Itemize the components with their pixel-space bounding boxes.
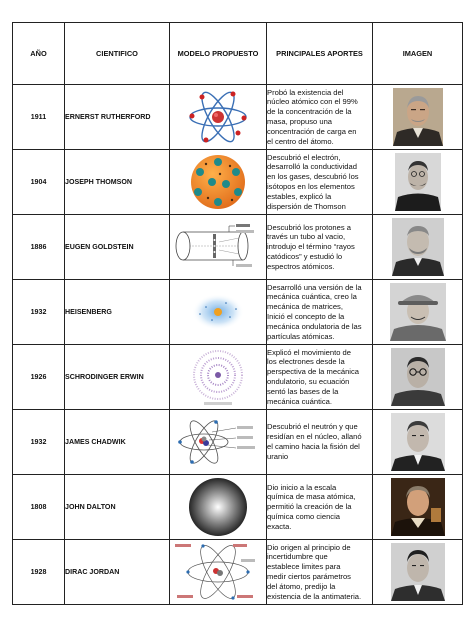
year-cell: 1911 <box>13 85 65 150</box>
contribution-line: Explicó el movimiento de <box>267 347 351 357</box>
contribution-line: Descubrió el electrón, <box>267 152 341 162</box>
contributions-cell <box>267 150 373 215</box>
year-cell: 1904 <box>13 150 65 215</box>
image-cell <box>373 215 463 280</box>
image-cell <box>373 540 463 605</box>
image-cell <box>373 85 463 150</box>
contribution-line: través un tubo al vacio, <box>267 232 346 242</box>
scientist-cell: JOHN DALTON <box>65 475 170 540</box>
header-contributions: PRINCIPALES APORTES <box>267 23 373 85</box>
contributions-cell <box>267 345 373 410</box>
electron-cloud-icon <box>186 287 250 337</box>
solid-sphere-icon <box>186 476 250 538</box>
goldstein-portrait-icon <box>392 218 444 276</box>
contribution-line: Descubrió los protones a <box>267 222 351 232</box>
chadwick-portrait-icon <box>391 413 445 471</box>
model-cell <box>170 85 267 150</box>
model-cell <box>170 150 267 215</box>
contribution-line: Desarrolló una versión de la <box>267 282 362 292</box>
contribution-line: desarrolló la conductividad <box>267 162 357 172</box>
scientist-cell: SCHRODINGER ERWIN <box>65 345 170 410</box>
contribution-line: medir ciertos parámetros <box>267 572 351 581</box>
contribution-line: el camino hacia la fisión del <box>267 442 360 451</box>
contribution-line: los electrones desde la <box>267 357 345 367</box>
scientists-table <box>12 22 463 605</box>
image-cell <box>373 345 463 410</box>
table-row <box>13 475 463 540</box>
year-cell: 1808 <box>13 475 65 540</box>
header-image: IMAGEN <box>373 23 463 85</box>
contribution-line: Descubrió el neutrón y que <box>267 422 358 432</box>
table-row <box>13 85 463 150</box>
table-row <box>13 540 463 605</box>
table-row <box>13 280 463 345</box>
scientist-cell: JOSEPH THOMSON <box>65 150 170 215</box>
header-scientist: CIENTIFICO <box>65 23 170 85</box>
model-cell <box>170 475 267 540</box>
image-cell <box>373 475 463 540</box>
contribution-line: ondulatorio, su ecuación <box>267 377 350 386</box>
contribution-line: mecánica de matrices, <box>267 302 343 312</box>
dalton-portrait-icon <box>391 478 445 536</box>
scientist-cell: ERNERST RUTHERFORD <box>65 85 170 150</box>
contribution-line: sentó las bases de la <box>267 386 339 396</box>
header-year: AÑO <box>13 23 65 85</box>
contribution-line: química de masa atómica, <box>267 492 356 502</box>
contribution-line: existencia de la antimateria. <box>267 591 362 601</box>
contribution-line: química como ciencia <box>267 511 341 521</box>
contribution-line: dispersión de Thomson <box>267 201 346 211</box>
cathode-ray-tube-icon <box>173 222 263 272</box>
heisenberg-portrait-icon <box>390 283 446 341</box>
model-cell <box>170 410 267 475</box>
header-model: MODELO PROPUESTO <box>170 23 267 85</box>
year-cell: 1932 <box>13 280 65 345</box>
scientist-cell: EUGEN GOLDSTEIN <box>65 215 170 280</box>
contribution-line: residían en el núcleo, allanó <box>267 432 362 442</box>
plum-pudding-atom-icon <box>186 152 250 212</box>
contribution-line: introdujo el término “rayos <box>267 242 355 252</box>
contribution-line: del átomo, predijo la <box>267 581 336 591</box>
table-row <box>13 410 463 475</box>
neutron-atom-icon <box>176 414 260 470</box>
dirac-portrait-icon <box>391 543 445 601</box>
contribution-line: concentración de carga en <box>267 126 357 136</box>
contribution-line: en los gases, descubrió los <box>267 172 359 182</box>
year-cell: 1932 <box>13 410 65 475</box>
header-row <box>13 23 463 85</box>
contribution-line: Probó la existencia del <box>267 87 344 97</box>
contribution-line: establece limites para <box>267 562 341 572</box>
table-row <box>13 150 463 215</box>
rutherford-atom-icon <box>186 88 250 146</box>
contributions-cell <box>267 475 373 540</box>
model-cell <box>170 215 267 280</box>
contribution-line: mecánica cuántica, creo la <box>267 292 357 302</box>
contribution-line: núcleo atómico con el 99% <box>267 97 358 107</box>
contribution-line: el centro del átomo. <box>267 136 334 146</box>
model-cell <box>170 540 267 605</box>
model-cell <box>170 280 267 345</box>
contributions-cell <box>267 85 373 150</box>
schrodinger-portrait-icon <box>391 348 445 406</box>
scientist-cell: DIRAC JORDAN <box>65 540 170 605</box>
contribution-line: exacta. <box>267 521 292 531</box>
contribution-line: Inició el concepto de la <box>267 312 345 321</box>
quantum-orbital-icon <box>186 348 250 406</box>
contribution-line: isótopos en los elementos <box>267 182 355 191</box>
image-cell <box>373 280 463 345</box>
contribution-line: Dio origen al principio de <box>267 542 351 552</box>
contribution-line: uranio <box>267 451 289 461</box>
contribution-line: perspectiva de la mecánica <box>267 367 360 377</box>
contribution-line: mecánica cuántica. <box>267 396 333 406</box>
contribution-line: catódicos” y estudió lo <box>267 251 343 261</box>
image-cell <box>373 150 463 215</box>
scientist-cell: HEISENBERG <box>65 280 170 345</box>
contributions-cell <box>267 280 373 345</box>
image-cell <box>373 410 463 475</box>
contribution-line: incertidumbre que <box>267 552 328 562</box>
contributions-cell <box>267 410 373 475</box>
contribution-line: mecánica ondulatoria de las <box>267 321 362 331</box>
contribution-line: partículas atómicas. <box>267 331 335 341</box>
contribution-line: espectros atómicos. <box>267 261 335 271</box>
year-cell: 1886 <box>13 215 65 280</box>
contribution-line: Dio inicio a la escala <box>267 482 337 492</box>
year-cell: 1926 <box>13 345 65 410</box>
contribution-line: masa, propuso una <box>267 117 333 126</box>
contribution-line: estables, explicó la <box>267 191 332 201</box>
contribution-line: de la concentración de la <box>267 107 352 117</box>
thomson-portrait-icon <box>395 153 441 211</box>
scientist-cell: JAMES CHADWIK <box>65 410 170 475</box>
contribution-line: permitió la creación de la <box>267 502 352 512</box>
table-row <box>13 345 463 410</box>
contributions-cell <box>267 215 373 280</box>
dirac-atom-diagram-icon <box>173 541 263 603</box>
year-cell: 1928 <box>13 540 65 605</box>
contributions-cell <box>267 540 373 605</box>
model-cell <box>170 345 267 410</box>
table-row <box>13 215 463 280</box>
rutherford-portrait-icon <box>393 88 443 146</box>
